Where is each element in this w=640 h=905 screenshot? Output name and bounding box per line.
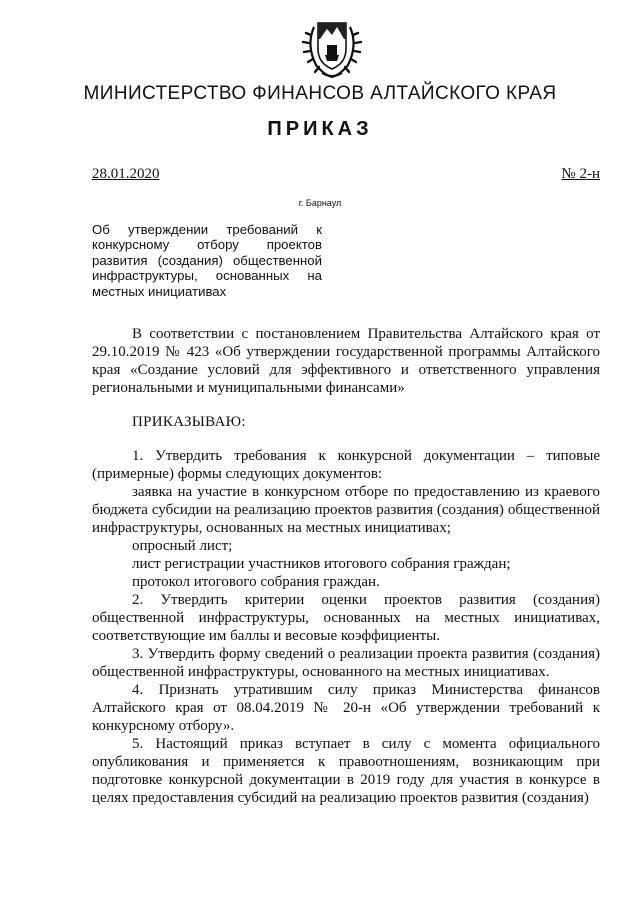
order-points — [92, 447, 600, 807]
preamble-paragraph — [92, 325, 600, 397]
order-subpoint: опросный лист; — [132, 538, 233, 554]
order-point: 1. Утвердить требования к конкурсной документации – типовые (примерные) формы следующих документов: — [92, 448, 600, 482]
altai-krai-coat-of-arms-icon — [300, 15, 364, 81]
city-label: г. Барнаул — [298, 198, 342, 208]
preamble-text: В соответствии с постановлением Правительства Алтайского края от 29.10.2019 № 423 «Об утверждении государственной программы Алтайского края «Создание условий для эффективного и ответственного управления региональными и муниципальными финансами» — [92, 326, 600, 396]
order-subpoint: лист регистрации участников итогового собрания граждан; — [132, 556, 511, 572]
order-subject: Об утверждении требований к конкурсному отбору проектов развития (создания) общественной инфраструктуры, основанных на местных инициативах — [92, 222, 322, 299]
order-directive: ПРИКАЗЫВАЮ: — [132, 414, 246, 430]
order-subpoint: протокол итогового собрания граждан. — [132, 574, 380, 590]
ministry-name: МИНИСТЕРСТВО ФИНАНСОВ АЛТАЙСКОГО КРАЯ — [83, 83, 557, 104]
order-date: 28.01.2020 — [92, 166, 160, 182]
order-subpoint: заявка на участие в конкурсном отборе по предоставлению из краевого бюджета субсидии на реализацию проектов развития (создания) общественной инфраструктуры, основанных на местных инициативах; — [92, 484, 600, 536]
order-point: 3. Утвердить форму сведений о реализации проекта развития (создания) общественной инфраструктуры, основанного на местных инициативах. — [92, 646, 600, 680]
document-type-title: ПРИКАЗ — [267, 118, 373, 140]
order-number: № 2-н — [561, 166, 600, 182]
order-point: 2. Утвердить критерии оценки проектов развития (создания) общественной инфраструктуры, основанных на местных инициативах, соответствующие им баллы и весовые коэффициенты. — [92, 592, 600, 644]
order-point: 5. Настоящий приказ вступает в силу с момента официального опубликования и применяется к правоотношениям, возникающим при подготовке конкурсной документации в 2019 году для участия в конкурсе в целях предоставления субсидий на реализацию проектов развития (создания) — [92, 736, 600, 806]
order-point: 4. Признать утратившим силу приказ Министерства финансов Алтайского края от 08.04.2019 № 20-н «Об утверждении требований к конкурсному отбору». — [92, 682, 600, 734]
